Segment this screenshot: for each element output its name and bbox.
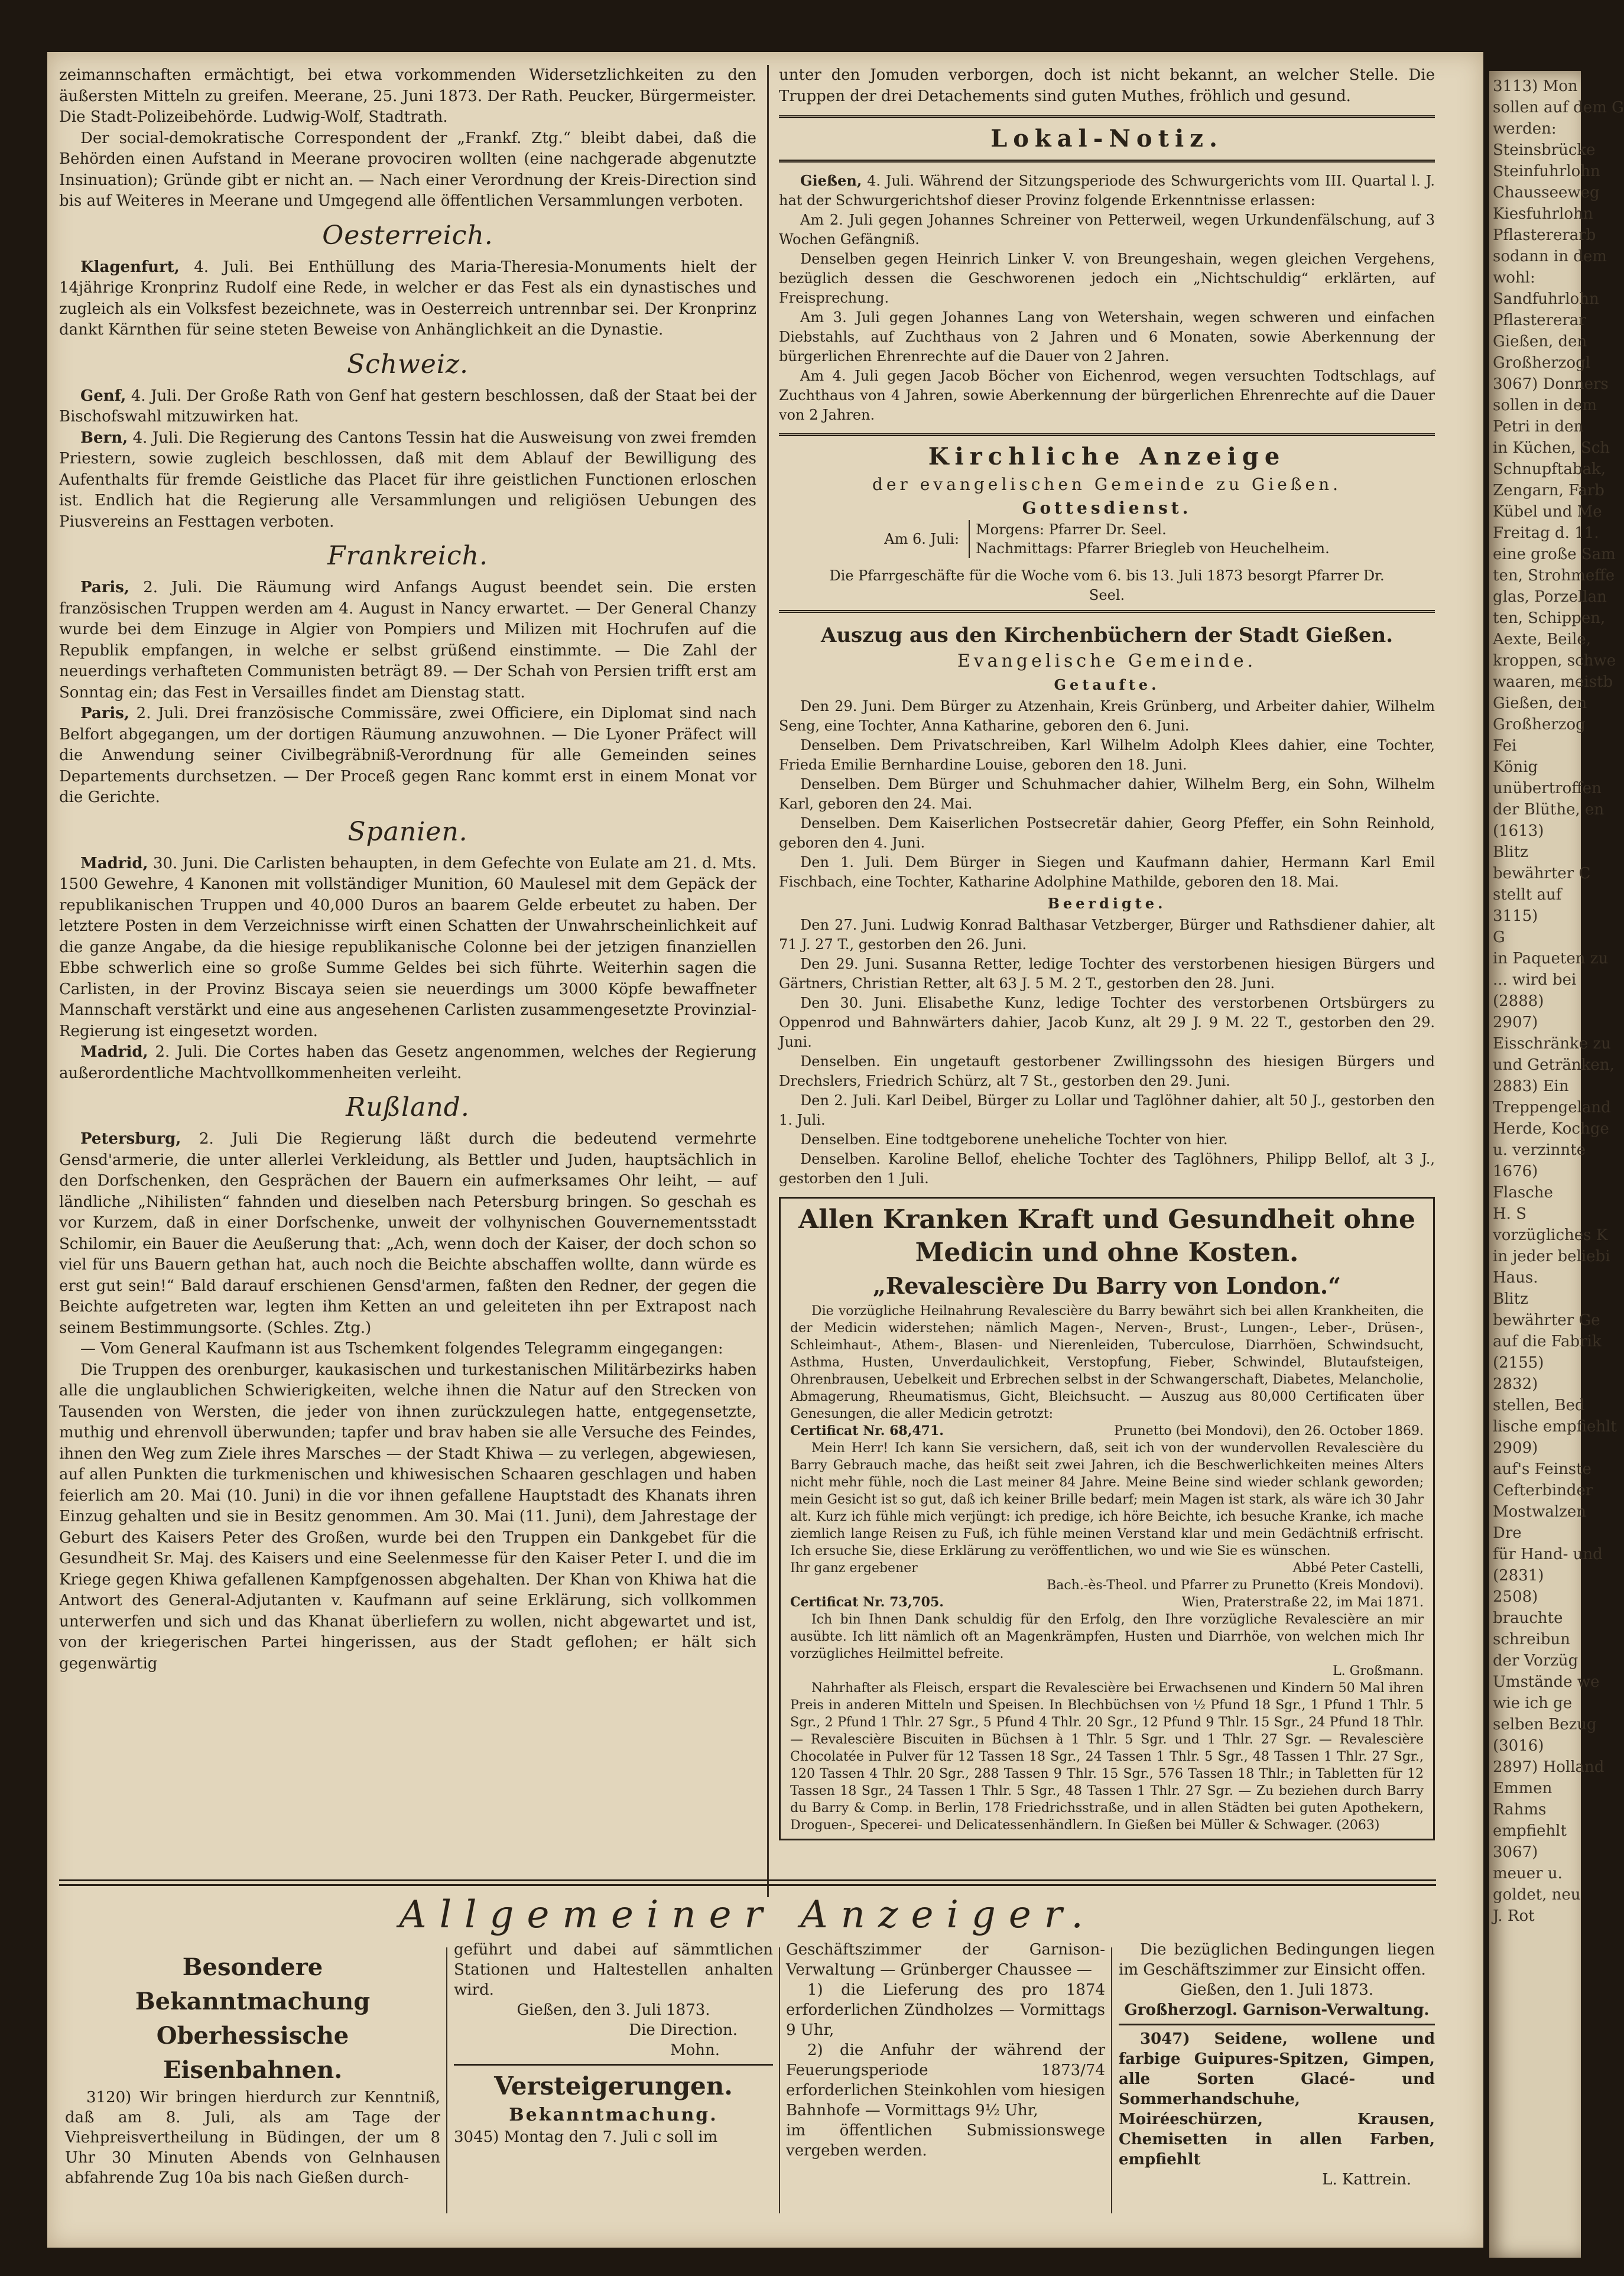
adjacent-page-line: auf die Fabrik (1493, 1333, 1602, 1350)
telegram-text: Die Truppen des orenburger, kaukasischen und turkestanischen Militärbezirks haben alle die unglaublichen Schwierigkeiten, welche ihnen die Natur auf den Strecken von Tausenden von Wersten, die jeder von ihnen zurückzulegen hatte, entgegensetzte, muthig und ehrenvoll überwunden; tapfer und brav haben sie alle Versuche des Feindes, ihnen den Weg zum Ziele ihres Marsches — der Stadt Khiwa — zu verlegen, abgewiesen, auf allen Punkten die turkmenischen und khiwesischen Schaaren geschlagen und haben feierlich am 20. Mai (10. Juni) in die vor ihnen gefallene Hauptstadt des Khanats ihren Einzug gehalten und sie in Besitz genommen. Am 30. Mai (11. Juni), dem Jahrestage der Geburt des Kaisers Peter des Großen, wurde bei den Truppen ein Dankgebet für die Gesundheit Sr. Maj. des Kaisers und eine Seelenmesse für den Kaiser Peter I. und die im Kriege gegen Khiwa gefallenen Kampfgenossen abgehalten. Der Khan von Khiwa hat die Antwort des General-Adjutanten v. Kaufmann auf seine Erklärung, sich vollkommen unterwerfen und sich und das Khanat überliefern zu wollen, nicht abgewartet und ist, von der kriegerischen Partei hingerissen, aus der Stadt geflohen; er hält sich gegenwärtig (59, 1361, 756, 1673)
dateline: Genf, (80, 387, 126, 405)
adjacent-page-line: für Hand- und (1493, 1546, 1603, 1563)
adjacent-page-line: Blitz (1493, 843, 1528, 861)
adjacent-page-line: kroppen, schwe (1493, 652, 1616, 670)
adjacent-page-line: Flasche (1493, 1184, 1553, 1202)
adjacent-page-line: Umstände we (1493, 1673, 1600, 1691)
adjacent-page-line: ten, Strohmeffe (1493, 567, 1615, 585)
lace-advertisement: 3047) Seidene, wollene und farbige Guipures-Spitzen, Gimpen, alle Sorten Glacé- und Sommerhandschuhe, Moiréeschürzen, Krausen, Chemisetten in allen Farben, empfiehlt (1119, 2030, 1435, 2168)
adjacent-page-line: wie ich ge (1493, 1694, 1573, 1712)
church-notice-box (779, 433, 1435, 613)
adjacent-page-line: eine große Sam (1493, 546, 1616, 563)
notice-signer: Die Direction. (629, 2021, 738, 2039)
adjacent-page-line: auf's Feinste (1493, 1460, 1591, 1478)
dateline: Paris, (80, 704, 129, 722)
adjacent-page-line: König (1493, 758, 1538, 776)
adjacent-page-line: schreibun (1493, 1631, 1570, 1648)
section-divider (59, 1879, 1436, 1886)
adjacent-page-strip (1489, 71, 1624, 2258)
paragraph: zeimannschaften ermächtigt, bei etwa vorkommenden Widersetzlichkeiten zu den äußersten Mitteln zu greifen. Meerane, 25. Juni 1873. Der Rath. Peucker, Bürgermeister. Die Stadt-Polizeibehörde. Ludwig-Wolf, Stadtrath. (59, 66, 756, 126)
adjacent-page-line: in jeder beliebi (1493, 1248, 1610, 1265)
adjacent-page-line: werden: (1493, 120, 1557, 138)
adjacent-page-line: Eisschränke zu (1493, 1035, 1611, 1053)
news-item (59, 703, 756, 809)
notice-text: 3045) Montag den 7. Juli c soll im (454, 2128, 718, 2146)
adjacent-page-line: und Getränken, (1493, 1056, 1615, 1074)
certificate-signer-title: Bach.-ès-Theol. und Pfarrer zu Prunetto (Kreis Mondovi). (1047, 1578, 1424, 1593)
section-heading: Spanien. (347, 816, 468, 847)
news-text: 30. Juni. Die Carlisten behaupten, in dem Gefechte von Eulate am 21. d. Mts. 1500 Gewehre, 4 Kanonen mit vollständiger Munition, 60 Maulesel mit dem Gepäck der republikanischen Truppen und 40,000 Duros an baarem Gelde erbeutet zu haben. Der letztere Posten in dem Verzeichnisse wirft einen Schatten der Unwahrscheinlichkeit auf die ganze Angabe, da die hiesige republikanische Colonne bei der jetzigen finanziellen Ebbe schwerlich eine so große Summe Geldes bei sich führte. Weiterhin sagen die Carlisten, in der Provinz Biscaya seien sie neuerdings um 3000 Köpfe bewaffneter Mannschaft verstärkt und eine aus angesehenen Carlisten zusammengesetzte Provinzial-Regierung ist eingesetzt worden. (59, 854, 756, 1040)
adjacent-page-line: 3067) (1493, 1843, 1538, 1861)
adjacent-page-line: H. S (1493, 1205, 1527, 1223)
adjacent-page-line: Chausseeweg (1493, 184, 1600, 202)
section-heading: Oesterreich. (322, 220, 493, 251)
adjacent-page-line: Emmen (1493, 1780, 1552, 1797)
burials-heading: Beerdigte. (1047, 895, 1167, 912)
adjacent-page-line: (1613) (1493, 822, 1544, 840)
paragraph: unter den Jomuden verborgen, doch ist nicht bekannt, an welcher Stelle. Die Truppen der drei Detachements sind guten Muthes, fröhlich und gesund. (779, 66, 1435, 105)
notice-text: 3120) Wir bringen hierdurch zur Kenntniß, daß am 8. Juli, als am Tage der Viehpreisvertheilung in Büdingen, der um 8 Uhr 30 Minuten Abends von Gelnhausen abfahrende Zug 10a bis nach Gießen durch- (65, 2089, 440, 2187)
section-heading: Frankreich. (327, 541, 488, 571)
news-item (59, 386, 756, 428)
news-item (59, 577, 756, 703)
news-text: 4. Juli. Während der Sitzungsperiode des Schwurgerichts vom III. Quartal l. J. hat der Schwurgerichtshof dieser Provinz folgende Erkenntnisse erlassen: (779, 173, 1435, 209)
adjacent-page-line: Sandfuhrlohn (1493, 290, 1599, 308)
adjacent-page-line: (3016) (1493, 1737, 1544, 1755)
left-column (59, 65, 756, 1674)
news-text: 2. Juli. Drei französische Commissäre, zwei Officiere, ein Diplomat sind nach Belfort abgegangen, um der dortigen Räumung anzuwohnen. — Die Lyoner Präfect will die Anwendung seiner Civilbegräbniß-Verordnung für alle Gemeinden seines Departements durchsetzen. — Der Proceß gegen Ranc kommt erst in einem Monat vor die Gerichte. (59, 704, 756, 806)
adjacent-page-line: 3113) Mon (1493, 77, 1578, 95)
news-item (59, 1129, 756, 1339)
news-text: 4. Juli. Der Große Rath von Genf hat gestern beschlossen, daß der Staat bei der Bischofswahl mitzuwirken hat. (59, 387, 756, 426)
adjacent-page-line: lische empfiehlt (1493, 1418, 1617, 1436)
adjacent-page-line: Gießen, den (1493, 694, 1587, 712)
adjacent-page-line: Fei (1493, 737, 1517, 755)
adjacent-page-line: Pflastererar (1493, 311, 1586, 329)
registry-title: Auszug aus den Kirchenbüchern der Stadt Gießen. (820, 624, 1394, 647)
adjacent-page-line: Dre (1493, 1524, 1522, 1542)
adjacent-page-line: bewährter Ge (1493, 1311, 1600, 1329)
news-text: 2. Juli. Die Räumung wird Anfangs August beendet sein. Die ersten französischen Truppen werden am 4. August in Nancy erwartet. — Der General Chanzy wurde bei dem Einzuge in Algier von Pompiers und Milizen mit Hochrufen auf die Republik empfangen, in welche er selbst grüßend einstimmte. — Die Zahl der neuerdings verhafteten Communisten beträgt 89. — Der Schah von Persien trifft erst am Sonntag ein; das Fest in Versailles findet am Dienstag statt. (59, 579, 756, 702)
notice-date: Gießen, den 3. Juli 1873. (517, 2001, 710, 2019)
registry-entry: Denselben. Dem Privatschreiben, Karl Wilhelm Adolph Klees dahier, eine Tochter, Frieda Emilie Bernhardine Louise, geboren den 18. Juni. (779, 737, 1435, 773)
adjacent-page-line: Pflastererarb (1493, 226, 1596, 244)
adjacent-page-line: sodann in dem (1493, 248, 1607, 265)
adjacent-page-line: ten, Schippen, (1493, 609, 1606, 627)
right-column (779, 65, 1435, 1840)
registry-entry: Den 30. Juni. Elisabethe Kunz, ledige Tochter des verstorbenen Ortsbürgers zu Oppenrod und Bahnwärters dahier, Jacob Kunz, alt 29 J. 9 M. 22 T., gestorben den 29. Juni. (779, 995, 1435, 1050)
news-text: 4. Juli. Die Regierung des Cantons Tessin hat die Ausweisung von zwei fremden Priestern, sowie zugleich beschlossen, daß mit dem Ablauf der Bewilligung des Aufenthalts für fremde Geistliche das Placet für ihre geistlichen Functionen erloschen ist. Endlich hat die Regierung alle Versammlungen und religiösen Uebungen des Piusvereins an Festtagen verboten. (59, 428, 756, 531)
news-text: 2. Juli. Die Cortes haben das Gesetz angenommen, welches der Regierung außerordentliche Machtvollkommenheiten verleiht. (59, 1043, 756, 1082)
registry-subtitle: Evangelische Gemeinde. (957, 651, 1257, 671)
adjacent-page-line: der Blüthe, en (1493, 801, 1604, 819)
dateline: Paris, (80, 579, 129, 596)
notice-text: im öffentlichen Submissionswege vergeben werden. (786, 2122, 1105, 2160)
ad-price-list: Nahrhafter als Fleisch, erspart die Revalescière bei Erwachsenen und Kindern 50 Mal ihren Preis in anderen Mitteln und Speisen. In Blechbüchsen von ½ Pfund 18 Sgr., 1 Pfund 1 Thlr. 5 Sgr., 2 Pfund 1 Thlr. 27 Sgr., 5 Pfund 4 Thlr. 20 Sgr., 12 Pfund 9 Thlr. 15 Sgr., 24 Pfund 18 Thlr. — Revalescière Biscuiten in Büchsen à 1 Thlr. 5 Sgr. und 1 Thlr. 27 Sgr. — Revalescière Chocolatée in Pulver für 12 Tassen 18 Sgr., 24 Tassen 1 Thlr. 5 Sgr., 48 Tassen 1 Thlr. 27 Sgr., 120 Tassen 4 Thlr. 20 Sgr., 288 Tassen 9 Thlr. 15 Sgr., 576 Tassen 18 Thlr.; in Tabletten für 12 Tassen 18 Sgr., 24 Tassen 1 Thlr. 5 Sgr., 48 Tassen 1 Thlr. 27 Sgr. — Zu beziehen durch Barry du Barry & Comp. in Berlin, 178 Friedrichsstraße, und in allen Städten bei guten Apothekern, Droguen-, Specerei- und Delicatessenhändlern. In Gießen bei Müller & Schwager. (2063) (790, 1681, 1424, 1833)
registry-entry: Denselben. Eine todtgeborene uneheliche Tochter von hier. (800, 1131, 1228, 1148)
verdict-item: Am 3. Juli gegen Johannes Lang von Wetershain, wegen schweren und einfachen Diebstahls, auf Zuchthaus von 2 Jahren und 6 Monaten, sowie Aberkennung der bürgerlichen Ehrenrechte auf die Dauer von 2 Jahren. (779, 309, 1435, 365)
registry-entry: Den 29. Juni. Dem Bürger zu Atzenhain, Kreis Grünberg, und Arbeiter dahier, Wilhelm Seng, eine Tochter, Anna Katharine, geboren den 6. Juni. (779, 698, 1435, 734)
adjacent-page-line: Petri in den (1493, 418, 1584, 436)
auction-subtitle: Bekanntmachung. (509, 2105, 718, 2125)
general-advertiser-heading: Allgemeiner Anzeiger. (399, 1893, 1096, 1937)
adjacent-page-line: stellen, Bed (1493, 1397, 1585, 1414)
ad-product-name: „Revalescière Du Barry von London.“ (872, 1272, 1341, 1299)
service-afternoon: Nachmittags: Pfarrer Briegleb von Heuchelheim. (976, 540, 1330, 557)
local-news-box (779, 115, 1435, 163)
dateline: Madrid, (80, 854, 148, 872)
certificate-place: Wien, Praterstraße 22, im Mai 1871. (1181, 1595, 1424, 1610)
news-item (59, 853, 756, 1043)
auction-title: Versteigerungen. (494, 2072, 733, 2100)
adjacent-page-line: selben Bezug (1493, 1716, 1597, 1733)
adjacent-page-line: Gießen, den (1493, 333, 1587, 350)
church-notice-subtitle: der evangelischen Gemeinde zu Gießen. (872, 475, 1342, 494)
paragraph: — Vom General Kaufmann ist aus Tschemkent folgendes Telegramm eingegangen: (80, 1340, 723, 1358)
adjacent-page-line: sollen in dem (1493, 397, 1597, 414)
adjacent-page-line: 2832) (1493, 1375, 1538, 1393)
adjacent-page-line: (2888) (1493, 992, 1544, 1010)
verdict-item: Am 4. Juli gegen Jacob Böcher von Eichenrod, wegen versuchten Todtschlags, auf Zuchthaus von 4 Jahren, sowie Aberkennung der bürgerlichen Ehrenrechte auf die Dauer von 2 Jahren. (779, 368, 1435, 423)
garrison-notice-end (1119, 1940, 1435, 2190)
adjacent-page-line: glas, Porzellan (1493, 588, 1607, 606)
service-schedule (779, 520, 1435, 558)
adjacent-page-line: 2508) (1493, 1588, 1538, 1606)
adjacent-page-line: Kiesfuhrlohn (1493, 205, 1593, 223)
news-text: 2. Juli Die Regierung läßt durch die bedeutend vermehrte Gensd'armerie, die unter allerlei Verkleidung, als Bettler und Juden, hauptsächlich in den Dorfschenken, den Gesprächen der Bauern ein aufmerksames Ohr leiht, — auf ländliche „Nihilisten“ fahnden und dieselben nach Petersburg bringen. So geschah es vor Kurzem, daß in einer Dorfschenke, unweit der volhynischen Gouvernementsstadt Schilomir, ein Bauer die Aeußerung that: „Ach, wenn doch der Kaiser, der doch schon so viel für uns Bauern gethan hat, auch noch die Beichte abschaffen wollte, dann würde es erst gut sein!“ Bald darauf erschienen Gensd'armen, faßten den Redner, der gegen die Beichte aufgetreten war, legten ihm Ketten an und geleiteten ihn per Extrapost nach seinem Bestimmungsorte. (Schles. Ztg.) (59, 1130, 756, 1337)
service-morning: Morgens: Pfarrer Dr. Seel. (976, 521, 1167, 538)
notice-title: Besondere Bekanntmachung (135, 1953, 371, 2015)
adjacent-page-line: goldet, neu (1493, 1886, 1581, 1904)
adjacent-page-line: Großherzog (1493, 716, 1586, 733)
registry-entry: Denselben. Dem Bürger und Schuhmacher dahier, Wilhelm Berg, ein Sohn, Wilhelm Karl, geboren den 24. Mai. (779, 776, 1435, 812)
adjacent-page-line: Herde, Kochge (1493, 1120, 1609, 1138)
adjacent-page-line: unübertroffen (1493, 780, 1602, 797)
section-heading: Schweiz. (346, 349, 469, 379)
registry-entry: Denselben. Dem Kaiserlichen Postsecretär dahier, Georg Pfeffer, ein Sohn Reinhold, geboren den 4. Juni. (779, 815, 1435, 851)
adjacent-page-text (1489, 71, 1624, 1931)
adjacent-page-line: Mostwalzen (1493, 1503, 1586, 1521)
adjacent-page-line: empfiehlt (1493, 1822, 1567, 1840)
adjacent-page-line: 3067) Donners (1493, 375, 1609, 393)
adjacent-page-line: in Paqueten zu (1493, 950, 1609, 967)
adjacent-page-line: Haus. (1493, 1269, 1538, 1287)
adjacent-page-line: G (1493, 928, 1505, 946)
auction-column (454, 1940, 773, 2147)
dateline: Gießen, (800, 172, 862, 189)
adjacent-page-line: Zengarn, Farb (1493, 482, 1604, 499)
garrison-notice (786, 1940, 1105, 2161)
adjacent-page-line: (2155) (1493, 1354, 1544, 1372)
local-news-title: Lokal-Notiz. (990, 125, 1223, 152)
adjacent-page-line: Schnupftabak, (1493, 460, 1606, 478)
service-heading: Gottesdienst. (1022, 498, 1192, 518)
verdict-item: Am 2. Juli gegen Johannes Schreiner von Petterweil, wegen Urkundenfälschung, auf 3 Wochen Gefängniß. (779, 212, 1435, 248)
certificate-text: Ich bin Ihnen Dank schuldig für den Erfolg, den Ihre vorzügliche Revalescière an mir ausübte. Ich litt nämlich oft an Magenkrämpfen, Husten und Diarrhöe, von welchen mich Ihr vorzügliches Heilmittel befreite. (790, 1612, 1424, 1661)
column-rule (1111, 1947, 1112, 2213)
registry-entry: Den 27. Juni. Ludwig Konrad Balthasar Vetzberger, Bürger und Rathsdiener dahier, alt 71 J. 27 T., gestorben den 26. Juni. (779, 917, 1435, 953)
railway-notice (65, 1950, 440, 2188)
adjacent-page-line: 2897) Holland (1493, 1758, 1604, 1776)
certificate-place: Prunetto (bei Mondovi), den 26. October 1869. (1114, 1424, 1424, 1439)
certificate-signer: L. Großmann. (1333, 1664, 1424, 1678)
adjacent-page-line: waaren, meistb (1493, 673, 1613, 691)
adjacent-page-line: Freitag d. 11. (1493, 524, 1599, 542)
adjacent-page-line: vorzügliches K (1493, 1226, 1608, 1244)
registry-entry: Denselben. Karoline Bellof, eheliche Tochter des Taglöhners, Philipp Bellof, alt 3 J., gestorben den 1 Juli. (779, 1151, 1435, 1187)
paragraph: Der social-demokratische Correspondent der „Frankf. Ztg.“ bleibt dabei, daß die Behörden einen Aufstand in Meerane provociren wollten (eine nachgerade abgenutzte Insinuation); Gründe gibt er nicht an. — Nach einer Verordnung der Kreis-Direction sind bis auf Weiteres in Meerane und Umgegend alle öffentlichen Versammlungen verboten. (59, 129, 756, 210)
registry-entry: Den 29. Juni. Susanna Retter, ledige Tochter des verstorbenen hiesigen Bürgers und Gärtners, Christian Retter, alt 63 J. 5 M. 2 T., gestorben den 28. Juni. (779, 956, 1435, 992)
adjacent-page-line: wohl: (1493, 269, 1535, 287)
adjacent-page-line: brauchte (1493, 1609, 1563, 1627)
verdict-item: Denselben gegen Heinrich Linker V. von Breungeshain, wegen gleichen Vergehens, bezüglich dessen die Geschworenen jedoch ein „Nichtschuldig“ erklärten, auf Freisprechung. (779, 251, 1435, 306)
ad-headline: Allen Kranken Kraft und Gesundheit ohne (798, 1204, 1415, 1235)
adjacent-page-line: in Küchen, Sch (1493, 439, 1610, 457)
news-item (779, 171, 1435, 210)
certificate-text: Mein Herr! Ich kann Sie versichern, daß, seit ich von der wundervollen Revalescière du Barry Gebrauch mache, das heißt seit zwei Jahren, ich die Beschwerlichkeiten meines Alters nicht mehr fühle, noch die Last meiner 84 Jahre. Meine Beine sind wieder schlank geworden; mein Gesicht ist so gut, daß ich keiner Brille bedarf; mein Magen ist stark, als wäre ich 30 Jahr alt. Kurz ich fühle mich verjüngt: ich predige, ich höre Beichte, ich besuche Kranke, ich mache ziemlich lange Reisen zu Fuß, ich fühle meinen Verstand klar und mein Gedächtniß erfrischt. Ich ersuche Sie, diese Erklärung zu veröffentlichen, wo und wie Sie es wünschen. (790, 1441, 1424, 1559)
adjacent-page-line: Aexte, Beile, (1493, 631, 1591, 648)
dateline: Madrid, (80, 1043, 148, 1061)
baptisms-heading: Getaufte. (1054, 676, 1160, 693)
parish-duty: Die Pfarrgeschäfte für die Woche vom 6. bis 13. Juli 1873 besorgt Pfarrer Dr. Seel. (829, 567, 1385, 603)
adjacent-page-line: stellt auf (1493, 886, 1562, 904)
dateline: Klagenfurt, (80, 258, 180, 276)
adjacent-page-line: 2883) Ein (1493, 1077, 1569, 1095)
church-notice-title: Kirchliche Anzeige (928, 443, 1286, 470)
ad-text: Die vorzügliche Heilnahrung Revalescière du Barry bewährt sich bei allen Krankheiten, die der Medicin widerstehen; nämlich Magen-, Nerven-, Brust-, Lungen-, Leber-, Drüsen-, Schleimhaut-, Athem-, Blasen- und Nierenleiden, Tuberculose, Diarrhöen, Schwindsucht, Asthma, Husten, Unverdaulichkeit, Verstopfung, Fieber, Schwindel, Blutaufsteigen, Ohrenbrausen, Uebelkeit und Erbrechen selbst in der Schwangerschaft, Diabetes, Melancholie, Abmagerung, Rheumatismus, Gicht, Bleichsucht. — Auszug aus 80,000 Certificaten über Genesungen, die aller Medicin getrotzt: (790, 1304, 1424, 1421)
adjacent-page-line: bewährter C (1493, 865, 1591, 882)
adjacent-page-line: Großherzogl (1493, 354, 1591, 372)
adjacent-page-line: Treppengeland (1493, 1099, 1611, 1116)
notice-subtitle: Oberhessische Eisenbahnen. (156, 2022, 349, 2084)
ad-headline: Medicin und ohne Kosten. (915, 1238, 1299, 1268)
adjacent-page-line: Cefterbinder (1493, 1482, 1593, 1499)
adjacent-page-line: Steinfuhrlohn (1493, 163, 1600, 180)
certificate-signer: Abbé Peter Castelli, (1292, 1561, 1424, 1576)
notice-item: 2) die Anfuhr der während der Feuerungsperiode 1873/74 erforderlichen Steinkohlen vom hiesigen Bahnhofe — Vormittags 9½ Uhr, (786, 2041, 1105, 2119)
notice-text: geführt und dabei auf sämmtlichen Stationen und Haltestellen anhalten wird. (454, 1941, 773, 1999)
revalesciere-advertisement (779, 1197, 1435, 1840)
adjacent-page-line: der Vorzüg (1493, 1652, 1578, 1670)
adjacent-page-line: Kübel und Me (1493, 503, 1602, 521)
notice-text: Die bezüglichen Bedingungen liegen im Geschäftszimmer zur Einsicht offen. (1119, 1941, 1435, 1979)
certificate-number: Certificat Nr. 68,471. (790, 1423, 944, 1439)
section-heading: Rußland. (346, 1092, 470, 1122)
adjacent-page-line: sollen auf dem G (1493, 99, 1624, 116)
dateline: Petersburg, (80, 1130, 181, 1148)
notice-item: 1) die Lieferung des pro 1874 erforderlichen Zündholzes — Vormittags 9 Uhr, (786, 1981, 1105, 2039)
certificate-signoff: Ihr ganz ergebener (790, 1561, 918, 1576)
service-date: Am 6. Juli: (884, 531, 960, 547)
news-item (59, 428, 756, 533)
notice-text: Geschäftszimmer der Garnison-Verwaltung — Grünberger Chaussee — (786, 1941, 1105, 1979)
adjacent-page-line: 1676) (1493, 1163, 1538, 1180)
registry-entry: Denselben. Ein ungetauft gestorbener Zwillingssohn des hiesigen Bürgers und Drechslers, Friedrich Schürz, alt 7 St., gestorben den 29. Juni. (779, 1053, 1435, 1089)
adjacent-page-line: Steinsbrücke (1493, 141, 1596, 159)
adjacent-page-line: meuer u. (1493, 1865, 1563, 1882)
adjacent-page-line: u. verzinnte (1493, 1141, 1586, 1159)
registry-entry: Den 1. Juli. Dem Bürger in Siegen und Kaufmann dahier, Hermann Karl Emil Fischbach, eine Tochter, Katharine Adolphine Mathilde, geboren den 18. Mai. (779, 854, 1435, 890)
adjacent-page-line: Blitz (1493, 1290, 1528, 1308)
column-rule (446, 1947, 447, 2213)
adjacent-page-line: ... wird bei (1493, 971, 1577, 989)
notice-date: Gießen, den 1. Juli 1873. (1180, 1981, 1374, 1999)
news-text: 4. Juli. Bei Enthüllung des Maria-Theresia-Monuments hielt der 14jährige Kronprinz Rudolf eine Rede, in welcher er das Fest als ein dynastisches und zugleich als ein Volksfest bezeichnete, was in Oesterreich untrennbar sei. Der Kronprinz dankt Kärnthen für seine steten Beweise von Anhänglichkeit an die Dynastie. (59, 258, 756, 339)
advertiser-name: L. Kattrein. (1322, 2171, 1411, 2189)
adjacent-page-line: J. Rot (1493, 1907, 1535, 1925)
registry-entry: Den 2. Juli. Karl Deibel, Bürger zu Lollar und Taglöhner dahier, alt 50 J., gestorben den 1. Juli. (779, 1092, 1435, 1128)
notice-signer-name: Mohn. (670, 2041, 720, 2059)
certificate-number: Certificat Nr. 73,705. (790, 1595, 944, 1610)
dateline: Bern, (80, 428, 128, 447)
news-item (59, 1042, 756, 1084)
adjacent-page-line: 3115) (1493, 907, 1538, 925)
news-item (59, 257, 756, 341)
adjacent-page-line: (2831) (1493, 1567, 1544, 1585)
adjacent-page-line: 2909) (1493, 1439, 1538, 1457)
notice-signer: Großherzogl. Garnison-Verwaltung. (1124, 2001, 1430, 2019)
adjacent-page-line: Rahms (1493, 1801, 1547, 1819)
adjacent-page-line: 2907) (1493, 1014, 1538, 1031)
column-rule (767, 65, 769, 1897)
column-rule (779, 1947, 780, 2213)
